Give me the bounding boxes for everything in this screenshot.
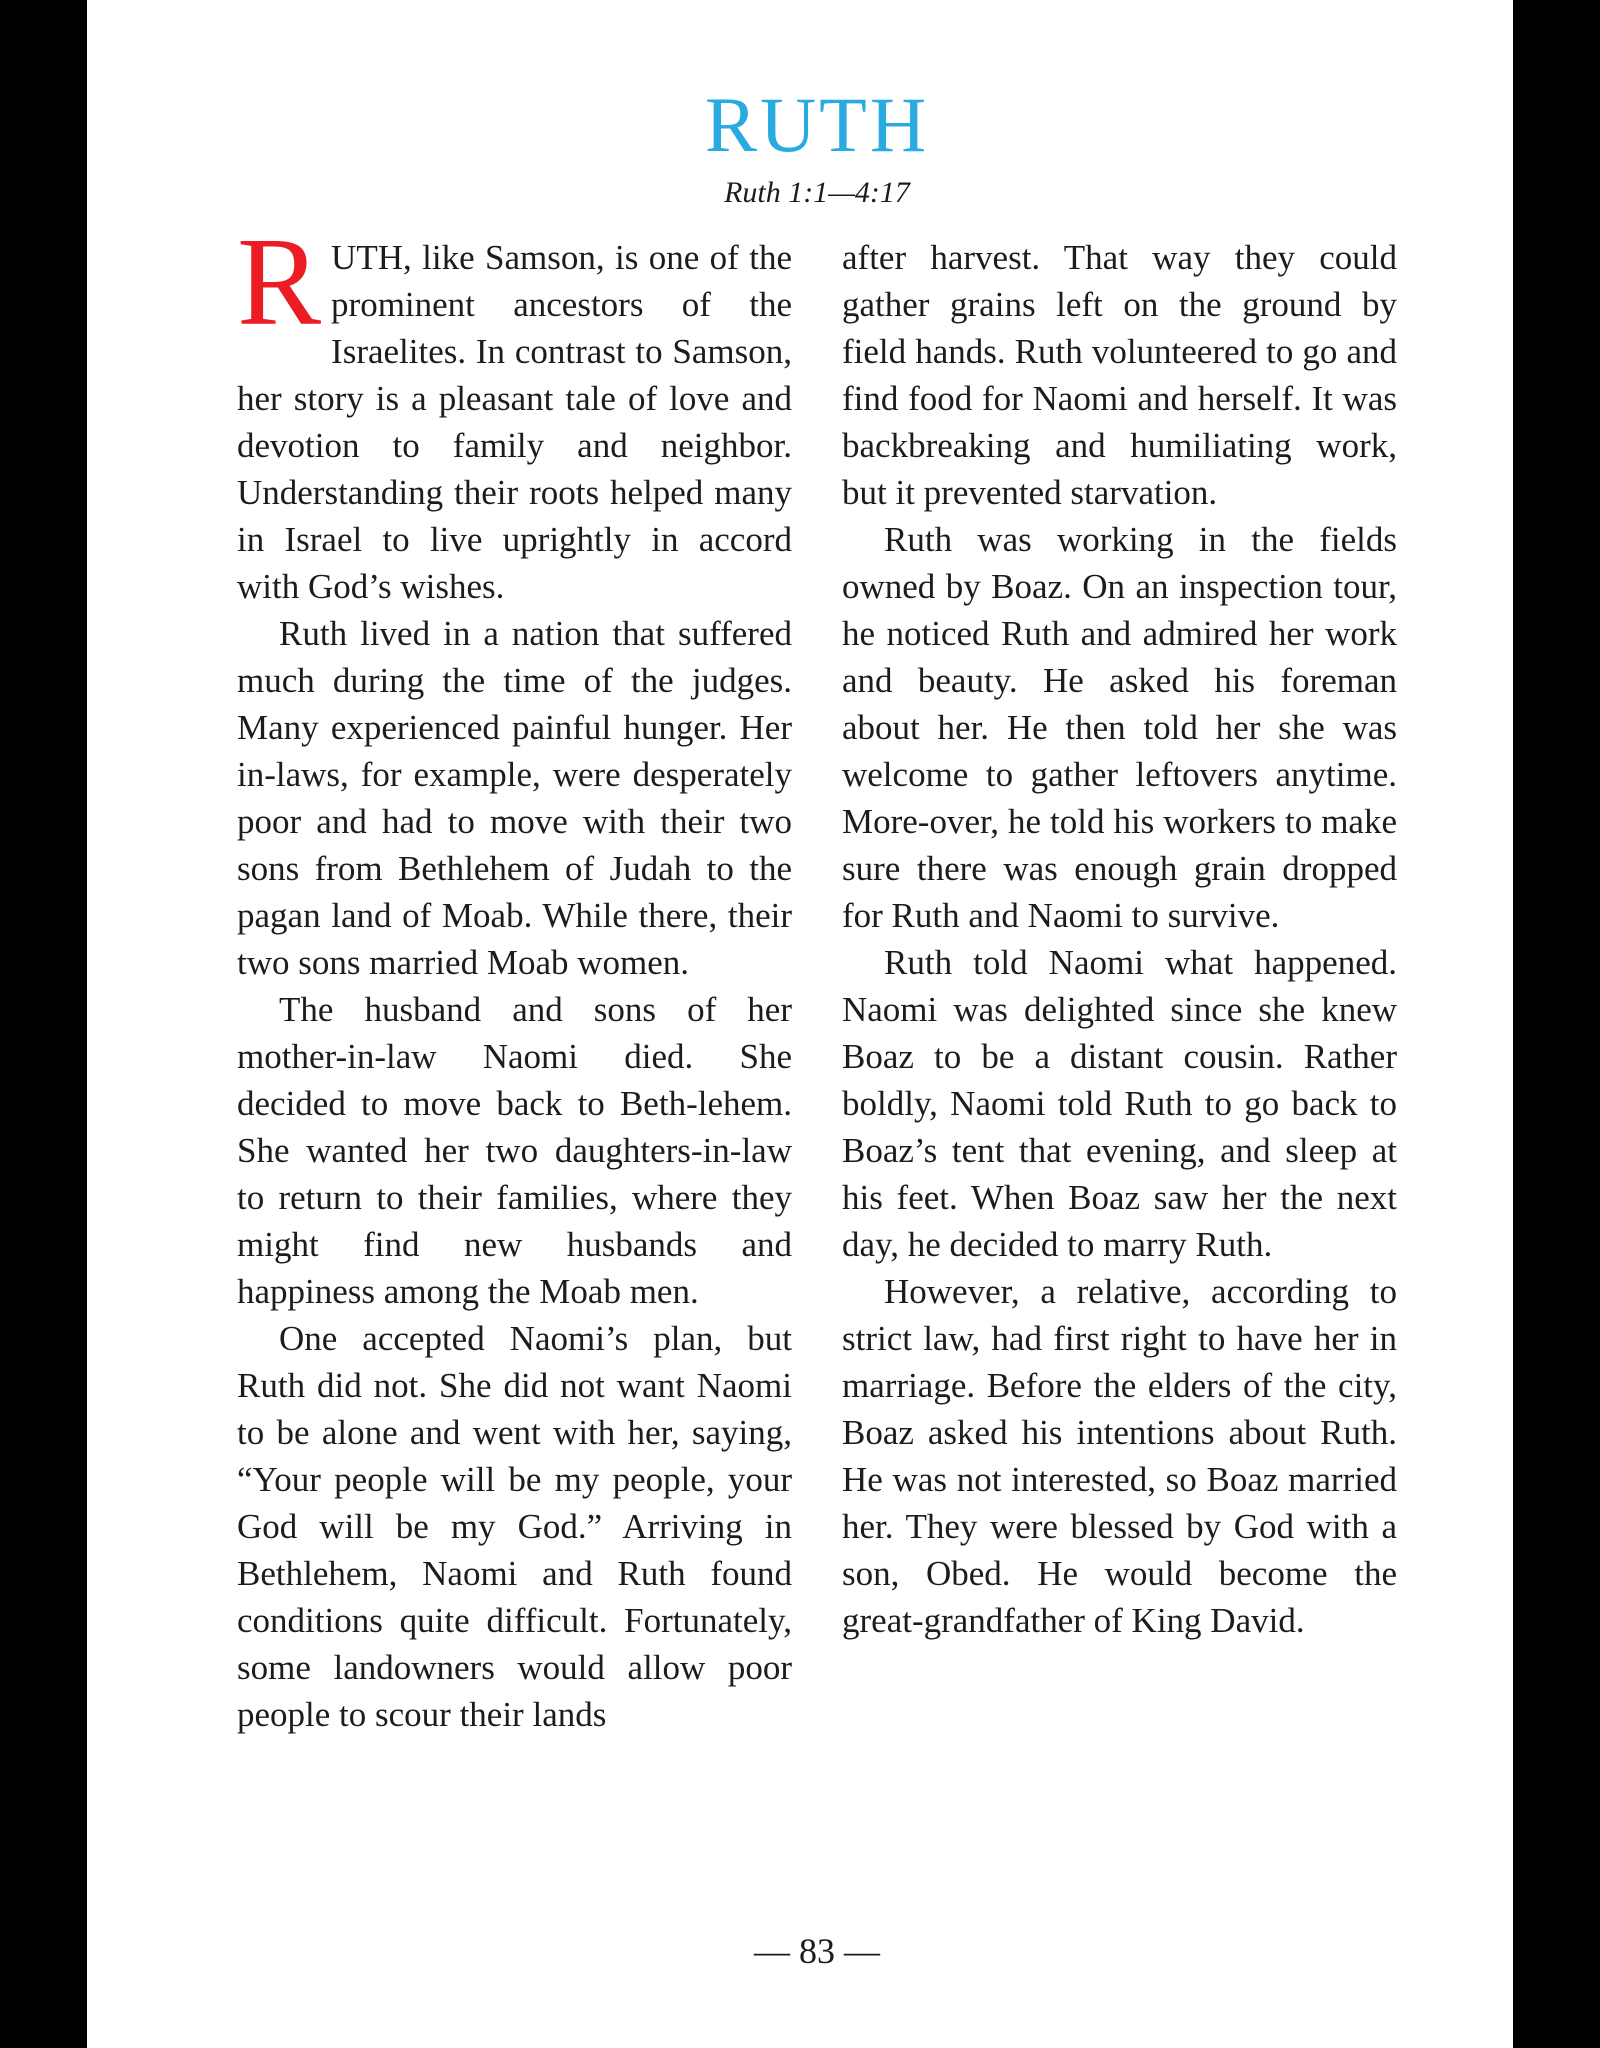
book-page	[87, 0, 1513, 2048]
chapter-title: RUTH	[704, 81, 930, 168]
paragraph: Ruth was working in the fields owned by Boaz. On an inspection tour, he noticed Ruth and admired her work and beauty. He asked his foreman about her. He then told her she was welcome to gather leftovers anytime. More-over, he told his workers to make sure there was enough grain dropped for Ruth and Naomi to survive.	[842, 520, 1397, 935]
drop-cap: R	[237, 213, 322, 352]
page-number: — 83 —	[754, 1931, 880, 1971]
right-column	[842, 234, 1397, 1738]
page-content	[237, 0, 1397, 2048]
paragraph-text: UTH, like Samson, is one of the prominent ancestors of the Israelites. In contrast to Samson, her story is a pleasant tale of love and devotion to family and neighbor. Understanding their roots helped many in Israel to live uprightly in accord with God’s wishes.	[237, 238, 792, 606]
paragraph: after harvest. That way they could gather grains left on the ground by field hands. Ruth volunteered to go and find food for Naomi and herself. It was backbreaking and humiliating work, but it prevented starvation.	[842, 238, 1397, 512]
paragraph: Ruth told Naomi what happened. Naomi was delighted since she knew Boaz to be a distant cousin. Rather boldly, Naomi told Ruth to go back to Boaz’s tent that evening, and sleep at his feet. When Boaz saw her the next day, he decided to marry Ruth.	[842, 943, 1397, 1264]
paragraph: One accepted Naomi’s plan, but Ruth did not. She did not want Naomi to be alone and went with her, saying, “Your people will be my people, your God will be my God.” Arriving in Bethlehem, Naomi and Ruth found conditions quite difficult. Fortunately, some landowners would allow poor people to scour their lands	[237, 1319, 792, 1734]
paragraph: The husband and sons of her mother-in-law Naomi died. She decided to move back to Beth-lehem. She wanted her two daughters-in-law to return to their families, where they might find new husbands and happiness among the Moab men.	[237, 990, 792, 1311]
paragraph: However, a relative, according to strict law, had first right to have her in marriage. Before the elders of the city, Boaz asked his intentions about Ruth. He was not interested, so Boaz married her. They were blessed by God with a son, Obed. He would become the great-grandfather of King David.	[842, 1272, 1397, 1640]
scripture-reference: Ruth 1:1—4:17	[724, 176, 910, 209]
left-column	[237, 213, 792, 1738]
text-columns	[237, 213, 1397, 1738]
paragraph	[237, 213, 792, 610]
paragraph: Ruth lived in a nation that suffered much during the time of the judges. Many experienced painful hunger. Her in-laws, for example, were desperately poor and had to move with their two sons from Bethlehem of Judah to the pagan land of Moab. While there, their two sons married Moab women.	[237, 614, 792, 982]
